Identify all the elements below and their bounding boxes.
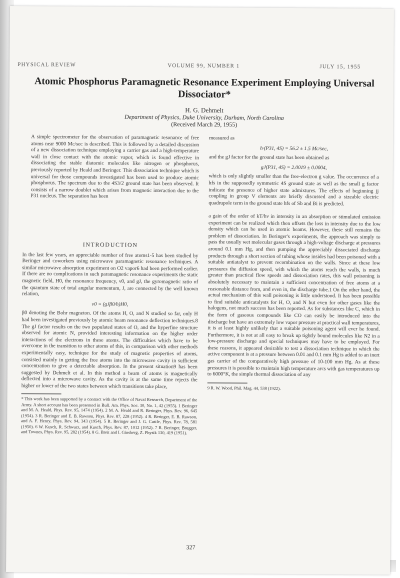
abstract-left bbox=[31, 134, 199, 201]
affiliation: Department of Physics, Duke University, Durham, North Carolina bbox=[124, 114, 284, 122]
intro-paragraph: In the last few years, an appreciable number of free atoms1-5 has been studied by Beringer and coworkers using microwave paramagnetic resonance techniques. A similar microwave absorption experiment on O2 vapor6 had been performed earlier. If there are no complications in such paramagnetic resonance experiments the static magnetic field, H0, the resonance frequency, ν0, and gJ, the gyromagnetic ratio of the quantum state of total angular momentum, J, are connected by the well known relation, bbox=[21, 251, 199, 298]
abstract-text: A simple spectrometer for the observation of paramagnetic resonance of free atoms near 9000 Mc/sec is described. This is followed by a detailed discussion of a new dissociation technique employing a carrier gas and a high-temperature wall in close contact with the atomic vapor, which is found effective in dissociating the stable diatomic molecules like nitrogen or phosphorus, previously reported by Heald and Beringer. This dissociation technique which is universal for those compounds investigated has been used to produce atomic phosphorus. The spectrum due to the 4S3/2 ground state has been observed. It consists of a narrow doublet which arises from magnetic interaction due to the P31 nucleus. The separation has been bbox=[30, 134, 200, 201]
journal-page bbox=[6, 6, 394, 575]
abstract-text-cont-3: which is only slightly smaller than the free-electron g value. The occurrence of a hfs in the supposedly symmetric 4S ground state as well as the small g factor indicate the presence of higher state admixtures. The effects of beginning jj coupling in group V elements are briefly discussed and a sizeable electric quadrupole term in the ground state hfs of Sb and Bi is predicted. bbox=[208, 173, 379, 208]
footnote-rule-right bbox=[207, 382, 247, 383]
right-footnote: 9 R. W. Wood, Phil. Mag. 44, 538 (1922). bbox=[207, 385, 281, 391]
page-number: 327 bbox=[186, 545, 196, 552]
g-factor-formula: gJ(P31, 4S) = 2.0019 ± 0.0004, bbox=[260, 164, 327, 171]
volume-number: VOLUME 99, NUMBER 1 bbox=[167, 63, 240, 70]
article-title: Atomic Phosphorus Paramagnetic Resonance Experiment Employing Universal Dissociator* bbox=[34, 76, 375, 101]
resonance-formula: ν0 = (gJβ0/h)H0, bbox=[91, 301, 129, 308]
hfs-formula: h·(P31, 4S) = 56.2 ± 1.5 Mc/sec, bbox=[260, 145, 328, 152]
issue-date: JULY 15, 1955 bbox=[319, 64, 361, 71]
author: H. G. Dehmelt bbox=[185, 107, 224, 115]
footnotes: * This work has been supported by a contract with the Office of Naval Research, Department of the Army. A short account has been presented in Bull. Am. Phys. Soc. 30, No. 1, 42 (1955). 1 Beringer and M. A. Heald, Phys. Rev. 95, 1474 (1954). 2 M. A. Heald and R. Beringer, Phys. Rev. 96, 645 (1954). 3 R. Beringer and E. B. Rawson, Phys. Rev. 87, 228 (1952). 4 R. Beringer, E. B. Rawson, and A. F. Henry, Phys. Rev. 94, 343 (1954). 5 R. Beringer and J. G. Castle, Phys. Rev. 78, 581 (1950). 6 W. Kusch, R. Schwarz, and Kusch, Phys. Rev. 87, 1012 (1952). 7 R. Beringer, Brugger, and Townes, Phys. Rev. 95, 282 (1954). 8 G. Breit and I. Ginsberg, Z. Physik 130, 419 (1951). bbox=[21, 396, 198, 436]
journal-name: PHYSICAL REVIEW bbox=[17, 62, 77, 69]
section-heading: INTRODUCTION bbox=[82, 242, 138, 249]
running-head bbox=[17, 62, 388, 71]
intro-right-text: a gain of the order of kT/hν in intensity in an absorption or stimulated emission experiment can be realized which then offsets the loss in intensity due to the low density which can be used in atomic beams. However, these still remains the problem of dissociation. In Beringer's experiments, the approach was simply to pass the usually wet molecular gases through a high-voltage discharge at pressures around 0.1 mm Hg, and then pumping the appreciably dissociated discharge products through a short section of tubing whose insides had been poisoned with a suitable antiatalyst to prevent recombination on the walls. Since at these low pressures the diffusion speed, with which the atoms reach the walls, is much greater than practical flow speeds and dissociation rates, this wall poisoning is absolutely necessary to maintain a sufficient concentration of free atoms at a reasonable distance from, and even in, the discharge tube.1 On the other hand, the actual mechanism of this wall poisoning is little understood. It has been possible to find suitable anticatalysts for H, O, and N but even for other gases like the halogens, not much success has been reported. As for substances like C, which in the form of gaseous compounds like CO can easily be introduced into the discharge but have an extremely low vapor pressure at practical wall temperatures, it is at least highly unlikely that a suitable poisoning agent will ever be found. Furthermore, it is not at all easy to break up tightly bound molecules like N2 in a low-pressure discharge and special techniques may have to be employed. For these reasons, it appeared desirable to test a dissociation technique in which the active component is at a pressure between 0.01 and 0.1 mm Hg is added to an inert gas carrier of the comparatively high pressure of 10-100 mm Hg. As at these pressures it is possible to maintain high temperature arcs with gas temperatures up to 6000°K, the simple thermal dissociation of any bbox=[207, 213, 381, 379]
abstract-right bbox=[209, 135, 379, 208]
intro-paragraph-2: β0 denoting the Bohr magneton. Of the atoms H, O, and N studied so far, only H had been investigated previously by atomic beam resonance deflection techniques.8 The gJ factor results on the two populated states of O, and the hyperfine structure observed for atomic N, provided interesting information on the higher order interactions of the electrons in these atoms. The difficulties which have to be overcome in the transition to other atoms of this, in comparison with other methods experimentally easy, technique for the study of magnetic properties of atoms, consisted mainly in getting the free atoms into the microwave cavity in sufficient concentration to give a detectable absorption. In the present situation9 has been suggested by Dehmelt et al. In this method a beam of atoms is magnetically deflected into a microwave cavity. As the cavity is at the same time rejects the higher or lower of the two states between which transitions take place, bbox=[21, 310, 198, 390]
received-date: (Received March 29, 1955) bbox=[171, 122, 238, 129]
abstract-text-cont-2: and the gJ factor for the ground state has been obtained as bbox=[208, 154, 330, 162]
intro-right-column bbox=[207, 213, 380, 392]
intro-left-column bbox=[21, 238, 198, 436]
footnote-rule bbox=[21, 394, 61, 395]
article-header bbox=[29, 76, 379, 129]
abstract-text-cont: measured as bbox=[209, 135, 235, 142]
